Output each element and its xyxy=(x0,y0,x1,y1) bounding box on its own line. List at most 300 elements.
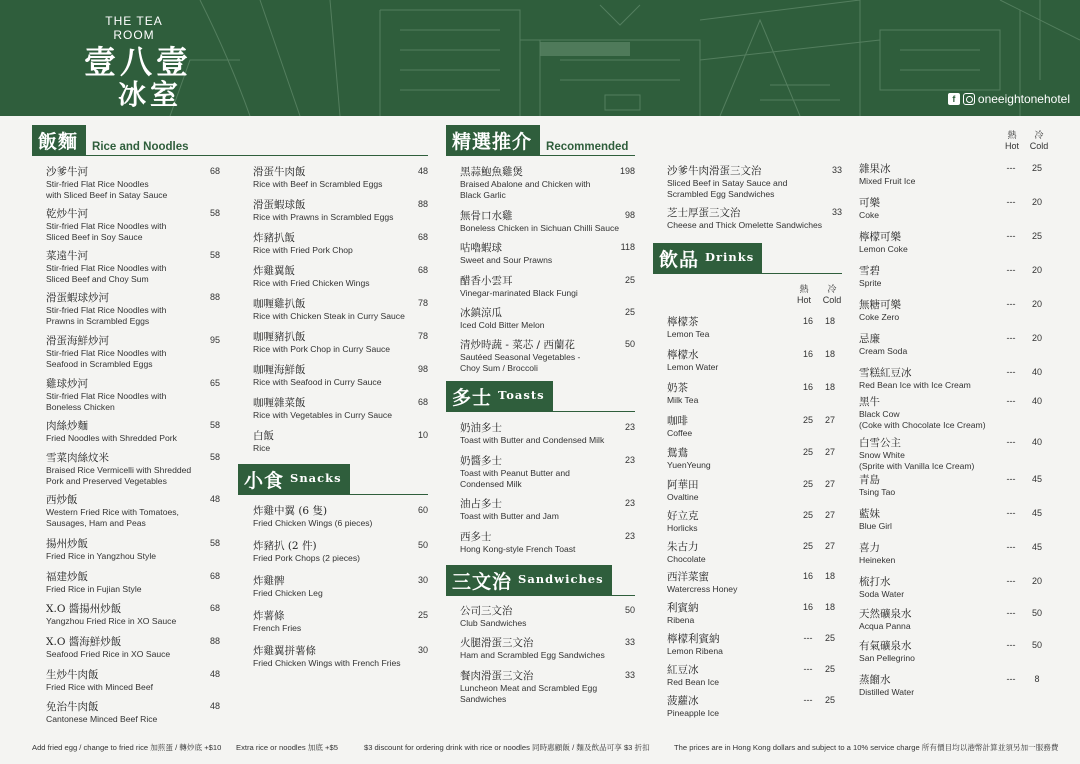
item-name-en: Black Cow (Coke with Chocolate Ice Cream) xyxy=(859,409,986,430)
item-name-en: Braised Rice Vermicelli with Shredded Pork and Preserved Vegetables xyxy=(46,465,192,486)
menu-item xyxy=(460,339,635,373)
item-price-cold: 18 xyxy=(824,349,835,359)
menu-item xyxy=(859,299,1049,333)
item-name-en: Sweet and Sour Prawns xyxy=(460,255,553,265)
menu-item xyxy=(667,415,842,447)
item-name-cn: 蒸餾水 xyxy=(859,674,891,686)
menu-item xyxy=(859,265,1049,299)
item-name-en: Fried Chicken Wings with French Fries xyxy=(253,658,401,668)
section-sandwiches xyxy=(446,566,635,596)
menu-item xyxy=(667,447,842,479)
item-price-hot: 25 xyxy=(802,415,813,425)
item-name-cn: 梳打水 xyxy=(859,576,891,588)
sandwiches-list xyxy=(460,605,635,704)
item-name-en: Stir-fried Flat Rice Noodles with Sliced Beef in Satay Sauce xyxy=(46,179,168,200)
item-price-hot: --- xyxy=(1006,542,1016,552)
section-title-en: Sandwiches xyxy=(518,572,604,586)
facebook-icon: f xyxy=(948,93,960,105)
menu-item xyxy=(667,633,842,664)
brand-name-cn-2: 冰室 xyxy=(118,78,183,111)
item-price: 23 xyxy=(624,422,635,432)
item-name-cn: 西多士 xyxy=(460,531,492,543)
item-name-en: Mixed Fruit Ice xyxy=(859,176,916,186)
brand-name-en: THE TEA ROOM xyxy=(105,14,163,42)
item-price: 48 xyxy=(209,701,220,711)
menu-item xyxy=(46,701,220,733)
item-price-cold: 25 xyxy=(824,633,835,643)
item-price: 68 xyxy=(209,166,220,176)
item-price-cold: 45 xyxy=(1031,542,1042,552)
item-name-en: Fried Rice in Fujian Style xyxy=(46,584,142,594)
item-price: 33 xyxy=(831,165,842,175)
menu-item xyxy=(46,420,220,452)
item-price-hot: --- xyxy=(1006,508,1016,518)
rice-noodles-list-1 xyxy=(46,166,220,733)
item-price-cold: 18 xyxy=(824,571,835,581)
item-name-cn: 檸檬可樂 xyxy=(859,231,901,243)
menu-item xyxy=(253,505,428,540)
item-name-cn: 黑牛 xyxy=(859,396,880,408)
item-name-cn: 西洋菜蜜 xyxy=(667,571,709,583)
item-name-cn: 醋香小雲耳 xyxy=(460,275,513,287)
section-title-cn xyxy=(446,381,553,411)
menu-item xyxy=(667,541,842,571)
item-name-en: Stir-fried Flat Rice Noodles with Sliced Beef and Choy Sum xyxy=(46,263,167,284)
item-price: 68 xyxy=(417,397,428,407)
item-name-cn: 油占多士 xyxy=(460,498,502,510)
item-price-cold: 40 xyxy=(1031,396,1042,406)
cold-column-header xyxy=(820,284,844,306)
menu-item xyxy=(460,242,635,275)
item-price-cold: 27 xyxy=(824,447,835,457)
hot-column-header-2 xyxy=(1000,130,1024,152)
menu-item xyxy=(859,333,1049,367)
menu-item xyxy=(667,602,842,633)
menu-item xyxy=(859,163,1049,197)
menu-item xyxy=(667,316,842,349)
item-price: 33 xyxy=(624,670,635,680)
item-price-hot: --- xyxy=(1006,576,1016,586)
item-price-hot: --- xyxy=(803,695,813,705)
item-name-en: Tsing Tao xyxy=(859,487,896,497)
menu-item xyxy=(46,571,220,603)
header-banner xyxy=(0,0,1080,116)
item-name-en: Pineapple Ice xyxy=(667,708,720,718)
item-name-en: Stir-fried Flat Rice Noodles with Prawns in Scrambled Eggs xyxy=(46,305,167,326)
item-name-cn: 雪碧 xyxy=(859,265,880,277)
item-price-cold: 18 xyxy=(824,602,835,612)
menu-item xyxy=(46,166,220,208)
item-price: 58 xyxy=(209,420,220,430)
item-price: 58 xyxy=(209,250,220,260)
item-name-cn: 炸雞中翼 (6 隻) xyxy=(253,505,328,517)
item-price-cold: 25 xyxy=(824,695,835,705)
item-price-hot: 25 xyxy=(802,479,813,489)
item-name-cn: 無糖可樂 xyxy=(859,299,901,311)
menu-item xyxy=(460,422,635,455)
item-name-en: Luncheon Meat and Scrambled Egg Sandwiches xyxy=(460,683,598,704)
item-price: 30 xyxy=(417,645,428,655)
item-price: 30 xyxy=(417,575,428,585)
section-title-en: Toasts xyxy=(498,388,545,402)
sandwiches-list-extra xyxy=(667,165,842,241)
section-title-en: Rice and Noodles xyxy=(92,141,189,153)
item-name-en: Ribena xyxy=(667,615,695,625)
item-price-cold: 20 xyxy=(1031,576,1042,586)
item-name-en: Ham and Scrambled Egg Sandwiches xyxy=(460,650,605,660)
menu-item xyxy=(46,538,220,571)
item-name-en: Blue Girl xyxy=(859,521,892,531)
item-price-cold: 20 xyxy=(1031,265,1042,275)
item-name-en: Stir-fried Flat Rice Noodles with Boneless Chicken xyxy=(46,391,167,412)
menu-item xyxy=(859,474,1049,508)
section-title-cn-text: 多士 xyxy=(452,386,493,409)
item-name-en: Toast with Butter and Condensed Milk xyxy=(460,435,605,445)
menu-item xyxy=(859,396,1049,437)
social-handle-text: oneeightonehotel xyxy=(977,92,1070,106)
item-price-hot: --- xyxy=(1006,265,1016,275)
section-title-cn xyxy=(653,243,762,273)
item-name-en: Vinegar-marinated Black Fungi xyxy=(460,288,578,298)
item-name-cn: 炸雞髀 xyxy=(253,575,285,587)
item-name-en: Rice with Seafood in Curry Sauce xyxy=(253,377,382,387)
item-price-hot: --- xyxy=(1006,608,1016,618)
item-price: 33 xyxy=(624,637,635,647)
item-name-cn: 好立克 xyxy=(667,510,699,522)
menu-item xyxy=(667,664,842,695)
footer-note-fried-egg: Add fried egg / change to fried rice 加煎蛋 / 轉炒底 +$10 xyxy=(32,743,222,752)
menu-item xyxy=(253,575,428,610)
item-price: 10 xyxy=(417,430,428,440)
item-price-cold: 50 xyxy=(1031,608,1042,618)
item-name-cn: 檸檬水 xyxy=(667,349,699,361)
section-snacks xyxy=(238,465,428,495)
item-price: 48 xyxy=(209,669,220,679)
section-toasts xyxy=(446,382,635,412)
section-recommended xyxy=(446,126,635,156)
item-name-en: Rice with Fried Chicken Wings xyxy=(253,278,370,288)
item-name-en: Fried Pork Chops (2 pieces) xyxy=(253,553,360,563)
item-price: 23 xyxy=(624,455,635,465)
item-name-en: Ovaltine xyxy=(667,492,699,502)
footer-note-discount: $3 discount for ordering drink with rice or noodles 同時惠顧飯 / 麵及飲品可享 $3 折扣 xyxy=(364,743,650,752)
item-name-en: Lemon Coke xyxy=(859,244,908,254)
item-name-cn: 檸檬利賓納 xyxy=(667,633,720,645)
item-name-cn: 可樂 xyxy=(859,197,880,209)
item-name-en: Distilled Water xyxy=(859,687,915,697)
menu-item xyxy=(46,250,220,292)
item-name-en: Rice with Vegetables in Curry Sauce xyxy=(253,410,393,420)
item-price: 58 xyxy=(209,208,220,218)
menu-item xyxy=(253,364,428,397)
item-price-cold: 50 xyxy=(1031,640,1042,650)
item-name-en: Stir-fried Flat Rice Noodles with Sliced Beef in Soy Sauce xyxy=(46,221,167,242)
item-name-en: Rice xyxy=(253,443,271,453)
item-price-hot: --- xyxy=(1006,231,1016,241)
item-price-cold: 40 xyxy=(1031,437,1042,447)
item-name-en: Yangzhou Fried Rice in XO Sauce xyxy=(46,616,177,626)
menu-item xyxy=(859,542,1049,576)
item-name-en: Rice with Chicken Steak in Curry Sauce xyxy=(253,311,405,321)
drinks-list-2 xyxy=(859,163,1049,706)
menu-item xyxy=(253,298,428,331)
item-name-en: Fried Rice with Minced Beef xyxy=(46,682,153,692)
item-price: 88 xyxy=(209,636,220,646)
item-name-en: Toast with Butter and Jam xyxy=(460,511,559,521)
social-handle[interactable] xyxy=(948,92,1070,106)
item-price-hot: --- xyxy=(803,633,813,643)
recommended-list xyxy=(460,166,635,373)
item-name-cn: 菠蘿冰 xyxy=(667,695,699,707)
item-price: 50 xyxy=(417,540,428,550)
item-price-hot: 16 xyxy=(802,571,813,581)
item-name-cn: 炸豬扒 (2 件) xyxy=(253,540,317,552)
item-name-cn: 奶油多士 xyxy=(460,422,502,434)
item-name-cn: 生炒牛肉飯 xyxy=(46,669,99,681)
item-name-cn: X.O 醬揚州炒飯 xyxy=(46,603,122,615)
item-name-en: Watercress Honey xyxy=(667,584,738,594)
menu-item xyxy=(460,307,635,339)
item-name-cn: X.O 醬海鮮炒飯 xyxy=(46,636,122,648)
item-name-cn: 火腿滑蛋三文治 xyxy=(460,637,534,649)
menu-item xyxy=(859,367,1049,396)
menu-item xyxy=(253,430,428,463)
rice-noodles-list-2 xyxy=(253,166,428,463)
menu-item xyxy=(46,636,220,669)
item-price-cold: 25 xyxy=(824,664,835,674)
item-name-cn: 雪菜肉絲炆米 xyxy=(46,452,109,464)
menu-item xyxy=(460,275,635,307)
item-name-en: Sliced Beef in Satay Sauce and Scrambled Egg Sandwiches xyxy=(667,178,788,199)
item-price-cold: 27 xyxy=(824,479,835,489)
item-name-cn: 福建炒飯 xyxy=(46,571,88,583)
item-price-hot: --- xyxy=(1006,396,1016,406)
item-name-cn: 白飯 xyxy=(253,430,274,442)
item-price-hot: --- xyxy=(803,664,813,674)
instagram-icon xyxy=(963,93,975,105)
item-name-cn: 利賓納 xyxy=(667,602,699,614)
item-price-cold: 18 xyxy=(824,382,835,392)
item-price: 98 xyxy=(417,364,428,374)
item-name-cn: 滑蛋牛肉飯 xyxy=(253,166,306,178)
item-price-cold: 20 xyxy=(1031,299,1042,309)
item-name-en: Stir-fried Flat Rice Noodles with Seafood in Scrambled Eggs xyxy=(46,348,167,369)
item-name-en: Lemon Tea xyxy=(667,329,710,339)
item-name-en: Iced Cold Bitter Melon xyxy=(460,320,545,330)
menu-item xyxy=(859,437,1049,474)
item-name-en: Acqua Panna xyxy=(859,621,911,631)
menu-item xyxy=(460,605,635,637)
menu-item xyxy=(667,349,842,382)
item-price: 118 xyxy=(620,242,635,252)
menu-item xyxy=(253,199,428,232)
item-name-cn: 沙爹牛河 xyxy=(46,166,88,178)
item-name-cn: 揚州炒飯 xyxy=(46,538,88,550)
brand-name-cn: 壹八壹 xyxy=(84,43,193,81)
item-price-cold: 40 xyxy=(1031,367,1042,377)
item-price-hot: --- xyxy=(1006,640,1016,650)
item-name-cn: 檸檬茶 xyxy=(667,316,699,328)
menu-item xyxy=(46,494,220,538)
item-name-cn: 免治牛肉飯 xyxy=(46,701,99,713)
item-name-en: Red Bean Ice with Ice Cream xyxy=(859,380,971,390)
item-name-en: Coke Zero xyxy=(859,312,900,322)
footer-note-service-charge: The prices are in Hong Kong dollars and subject to a 10% service charge 所有價目均以港幣計算並須另加一服務費 xyxy=(674,743,1059,752)
item-price: 198 xyxy=(619,166,635,176)
item-name-en: Fried Noodles with Shredded Pork xyxy=(46,433,177,443)
item-name-cn: 鴛鴦 xyxy=(667,447,688,459)
item-name-en: Boneless Chicken in Sichuan Chilli Sauce xyxy=(460,223,620,233)
item-name-cn: 肉絲炒麵 xyxy=(46,420,88,432)
item-name-en: Cantonese Minced Beef Rice xyxy=(46,714,158,724)
section-header xyxy=(32,126,428,156)
brand-logo xyxy=(84,14,244,110)
item-name-en: French Fries xyxy=(253,623,302,633)
item-name-en: Western Fried Rice with Tomatoes, Sausages, Ham and Peas xyxy=(46,507,179,528)
menu-item xyxy=(460,498,635,531)
item-price-hot: 25 xyxy=(802,510,813,520)
item-name-en: Toast with Peanut Butter and Condensed Milk xyxy=(460,468,570,489)
item-price-hot: --- xyxy=(1006,333,1016,343)
item-name-en: Lemon Water xyxy=(667,362,719,372)
item-price-hot: --- xyxy=(1006,674,1016,684)
item-name-en: Rice with Beef in Scrambled Eggs xyxy=(253,179,383,189)
section-title-cn: 精選推介 xyxy=(446,125,540,155)
item-name-cn: 餐肉滑蛋三文治 xyxy=(460,670,534,682)
hot-label-en: Hot xyxy=(796,295,811,305)
item-name-en: Fried Chicken Wings (6 pieces) xyxy=(253,518,373,528)
item-price: 78 xyxy=(417,298,428,308)
item-name-cn: 咖喱海鮮飯 xyxy=(253,364,306,376)
item-name-cn: 紅豆冰 xyxy=(667,664,699,676)
menu-item xyxy=(859,640,1049,674)
section-title-cn xyxy=(238,464,350,494)
item-name-en: Horlicks xyxy=(667,523,698,533)
item-name-cn: 芝士厚蛋三文治 xyxy=(667,207,741,219)
menu-item xyxy=(46,292,220,335)
item-name-cn: 炸薯條 xyxy=(253,610,285,622)
menu-item xyxy=(667,571,842,602)
item-price: 68 xyxy=(209,603,220,613)
item-name-cn: 忌廉 xyxy=(859,333,880,345)
item-name-en: Sprite xyxy=(859,278,882,288)
hot-label-cn: 熱 xyxy=(1007,130,1017,140)
menu-item xyxy=(253,232,428,265)
item-name-en: Coke xyxy=(859,210,880,220)
item-name-cn: 咖喱雞扒飯 xyxy=(253,298,306,310)
item-name-cn: 喜力 xyxy=(859,542,880,554)
menu-item xyxy=(667,510,842,541)
item-price: 68 xyxy=(209,571,220,581)
section-rice-noodles xyxy=(32,126,428,156)
item-price: 98 xyxy=(624,210,635,220)
item-name-en: Coffee xyxy=(667,428,693,438)
section-title-cn xyxy=(446,565,612,595)
section-title-en: Recommended xyxy=(546,141,629,153)
item-name-cn: 奶茶 xyxy=(667,382,688,394)
item-name-cn: 朱古力 xyxy=(667,541,699,553)
section-header xyxy=(446,566,635,596)
item-price: 50 xyxy=(624,605,635,615)
item-name-cn: 清炒時蔬 - 菜芯 / 西蘭花 xyxy=(460,339,575,351)
item-name-cn: 無骨口水雞 xyxy=(460,210,513,222)
item-price: 23 xyxy=(624,498,635,508)
item-price-cold: 45 xyxy=(1031,508,1042,518)
item-name-en: Rice with Fried Pork Chop xyxy=(253,245,353,255)
section-header xyxy=(653,244,842,274)
menu-item xyxy=(460,531,635,564)
menu-item xyxy=(253,645,428,680)
item-name-en: Seafood Fried Rice in XO Sauce xyxy=(46,649,171,659)
item-name-cn: 咖喱雜菜飯 xyxy=(253,397,306,409)
menu-item xyxy=(460,670,635,704)
item-name-en: San Pellegrino xyxy=(859,653,915,663)
item-name-cn: 咕嚕蝦球 xyxy=(460,242,502,254)
item-name-cn: 白雪公主 xyxy=(859,437,901,449)
menu-item xyxy=(46,378,220,420)
item-name-en: YuenYeung xyxy=(667,460,711,470)
item-name-cn: 阿華田 xyxy=(667,479,699,491)
item-price: 95 xyxy=(209,335,220,345)
item-name-en: Sautéed Seasonal Vegetables - Choy Sum / Broccoli xyxy=(460,352,581,373)
item-name-cn: 咖喱豬扒飯 xyxy=(253,331,306,343)
item-price-hot: 16 xyxy=(802,316,813,326)
drinks-list-1 xyxy=(667,316,842,726)
cold-label-en: Cold xyxy=(822,295,842,305)
item-name-cn: 咖啡 xyxy=(667,415,688,427)
item-name-en: Lemon Ribena xyxy=(667,646,723,656)
item-price: 33 xyxy=(831,207,842,217)
item-price-hot: 25 xyxy=(802,541,813,551)
item-price: 48 xyxy=(417,166,428,176)
item-name-cn: 炸豬扒飯 xyxy=(253,232,295,244)
item-price-hot: --- xyxy=(1006,367,1016,377)
menu-item xyxy=(253,166,428,199)
item-name-cn: 炸雞翼拼薯條 xyxy=(253,645,316,657)
menu-item xyxy=(859,576,1049,608)
menu-item xyxy=(859,197,1049,231)
item-name-cn: 公司三文治 xyxy=(460,605,513,617)
item-name-cn: 冰鎮涼瓜 xyxy=(460,307,502,319)
item-price-cold: 8 xyxy=(1034,674,1040,684)
item-name-cn: 黑蒜鮑魚雞煲 xyxy=(460,166,523,178)
section-title-en: Drinks xyxy=(705,250,755,264)
menu-item xyxy=(46,452,220,494)
menu-item xyxy=(460,210,635,242)
item-name-cn: 炸雞翼飯 xyxy=(253,265,295,277)
item-name-en: Fried Chicken Leg xyxy=(253,588,323,598)
item-price: 60 xyxy=(417,505,428,515)
item-name-en: Milk Tea xyxy=(667,395,699,405)
section-title-cn: 飯麵 xyxy=(32,125,86,155)
item-name-cn: 雪糕紅豆冰 xyxy=(859,367,912,379)
cold-column-header-2 xyxy=(1026,130,1052,152)
item-name-en: Heineken xyxy=(859,555,896,565)
item-name-cn: 乾炒牛河 xyxy=(46,208,88,220)
item-name-cn: 雞球炒河 xyxy=(46,378,88,390)
item-price: 58 xyxy=(209,452,220,462)
item-price-hot: 16 xyxy=(802,382,813,392)
footer-note-extra: Extra rice or noodles 加底 +$5 xyxy=(236,743,338,752)
item-name-cn: 天然礦泉水 xyxy=(859,608,912,620)
menu-item xyxy=(460,637,635,670)
item-name-en: Soda Water xyxy=(859,589,905,599)
menu-item xyxy=(667,207,842,241)
item-name-cn: 奶醬多士 xyxy=(460,455,502,467)
menu-item xyxy=(859,231,1049,265)
item-price: 88 xyxy=(209,292,220,302)
item-price-cold: 20 xyxy=(1031,197,1042,207)
